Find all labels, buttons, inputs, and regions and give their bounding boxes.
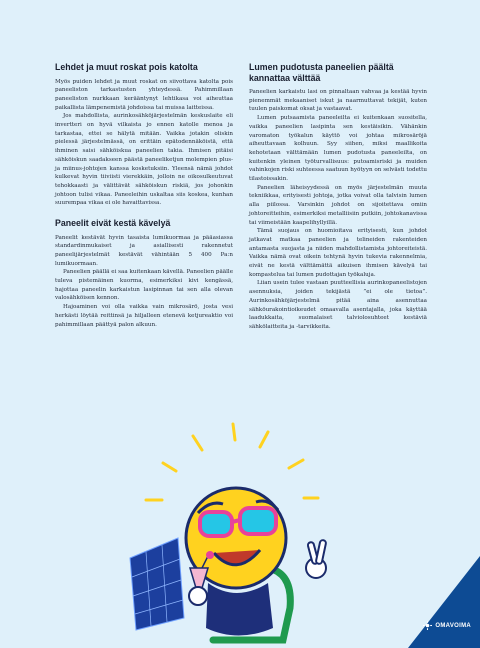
paragraph: Myös puiden lehdet ja muut roskat on siivottava katolta pois paneeliston tarkastusten yhteydessä. Pahimmillaan paneeliston nurkkaan kerääntynyt lehtikasa voi aiheuttaa paikallista lämpenemistä johdoissa tai muissa laitteissa. [55, 78, 233, 111]
paragraph: Paneelien karkaistu lasi on pinnaltaan vahvaa ja kestää hyvin pienemmät mekaaniset iskut ja naarmuttavat tekijät, kuten tuulen paiskomat oksat ja vastaavat. [249, 89, 427, 113]
paragraph: Tämä suojaus on huomioitava erityisesti, kun johdot jatkavat matkaa paneelien ja telineiden rakenteiden antamasta suojasta ja niiden mahdollistamista johtoreiteistä. Vaikka nämä ovat oikein tehtynä hyvin tukevia rakennelmia, eivät ne kestä välttämättä aikuisen ihmisen kävelyä tai kompastelua tai lumen pudottajan työkaluja. [249, 228, 427, 278]
sun-mascot-icon [186, 488, 286, 636]
section-heading-snow: Lumen pudotusta paneelien päältä kannattaa välttää [249, 62, 394, 83]
paragraph: Paneelien päällä ei saa kuitenkaan kävellä. Paneelien päälle tuleva pistemäinen kuorma, esimerkiksi kivi kengässä, hajottaa paneelin karkaistun lasipinnan tai sen alla olevan valosähköisen kennon. [55, 269, 234, 302]
spacer [55, 208, 233, 218]
sun-mascot-illustration [118, 418, 358, 648]
paragraph: Liian usein tulee vastaan puutteellisia aurinkopaneelistojen asennuksia, joiden tekijästä ”ei ole tietoa”. Aurinkosähköjärjestelmä pitää aina asennuttaa sähköurakointioikeudet omaavalla asentajalla, joka käyttää laadukkaita, suomalaiset talviolosuhteet kestäviä sähkölaitteita ja -tarvikkeita. [249, 280, 427, 330]
paragraph: Paneelit kestävät hyvin tasaista lumikuormaa ja pääasiassa standardinmukaiset ja asiallisesti rakennetut paneelijärjestelmät kestävät vähintään 5 400 Pa:n lumikuormaan. [55, 234, 233, 267]
brand-name: OMAVOIMA [435, 622, 471, 629]
right-column [249, 62, 427, 332]
section-heading-leaves: Lehdet ja muut roskat pois katolta [55, 62, 198, 72]
paragraph: Hajoaminen voi olla vaikka vain mikrosärö, josta vesi herkästi löytää reittinsä ja hiljalleen etenevä ketjureaktio voi pahimmillaan päättyä palon alkuun. [55, 304, 233, 328]
peace-hand-icon [306, 540, 326, 578]
brand-logo [423, 621, 471, 630]
omavoima-logo-icon [423, 621, 432, 630]
paragraph: Jos mahdollista, aurinkosähköjärjestelmän keskuslaite eli invertteri on hyvä vilkaista jo ennen katolle menoa ja tarkastaa, ettei se hälytä mitään. Vaikka jotakin oliskin pielessä järjestelmässä, on erittäin epätodennäköistä, että ihminen saisi sähköiskua paneelien takia. Ihmisen pitäisi sähköiskun saadakseen päästä paneeliketjun molempien plus- ja miinus-johtojen kanssa kosketuksiin. Yleensä nämä johdot kulkevat hyvin tiiviisti vierekkäin, jolloin ne oikosulkeutuvat tehokkaasti ja välittävät sähköiskun riskiä, jos johonkin johtoon tulisi vikaa. Paneeleihin uskaltaa siis koskea, kunhan suurempaa vikaa ei ole havaittavissa. [55, 113, 233, 207]
brand-corner [408, 556, 480, 648]
paragraph: Paneelien läheisyydessä on myös järjestelmän muuta tekniikkaa, erityisesti johtoja, jotka voivat olla talvisin lumen alla piilossa. Varsinkin johdot on sijoitettava omiin johtoreitteihin, esimerkiksi metalliisiin putkiin, johtokanavissa tai viimeistään kaapelihyllyillä. [249, 184, 427, 226]
solar-panel-icon [130, 538, 184, 630]
left-column [55, 62, 233, 329]
section-heading-walking: Paneelit eivät kestä kävelyä [55, 218, 171, 229]
paragraph: Lumen putsaamista paneeleilta ei kuitenkaan suositella, vaikka paneelien lasipinta sen kestäisikin. Vähänkin varomaton työkalun käyttö voi johtaa mikrosäröjä aiheuttavaan kolhuun. Syy siihen, miksi maallikoita kehotetaan välttämään lumen pudotusta paneeleilta, on kuitenkin yleinen työturvallisuus: putoamisriski ja muiden vahinkojen riski suhteessa saatuun hyötyyn on selvästi todettu tilastoissakin. [249, 115, 427, 183]
